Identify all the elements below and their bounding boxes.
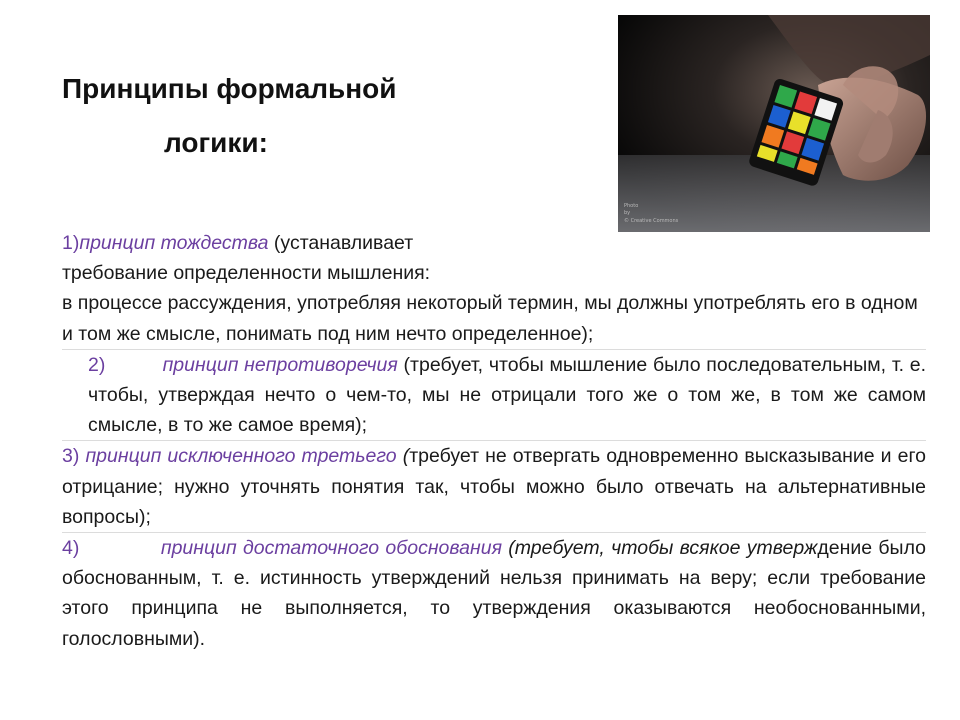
principle-1-paren: (: [273, 232, 281, 254]
watermark-line-1: Photo: [624, 203, 639, 209]
watermark-line-3: © Creative Commons: [624, 218, 679, 224]
rubiks-cube-illustration: [618, 15, 930, 232]
principle-1-rest: устанавливает: [280, 232, 414, 254]
principle-1-line-2: требование определенности мышления:: [62, 262, 431, 285]
title-line-2: логики:: [164, 127, 268, 158]
principle-2: [62, 350, 926, 441]
principle-3-rest: требует не отвергать одновременно высказывание и его отрицание; нужно уточнять понятия так, чтобы можно было отвечать на альтернативные вопросы);: [62, 445, 927, 528]
watermark-line-2: by: [624, 210, 631, 216]
principle-1-number: 1): [62, 232, 80, 254]
principle-3: [62, 441, 926, 532]
principle-4: [62, 533, 926, 654]
principle-4-rest: дение было обоснованным, т. е. истинность утверждений нельзя принимать на веру; если требование этого принципа не выполняется, то утверждения оказываются необоснованными, голословными).: [62, 537, 927, 650]
principle-1-term: принцип тождества: [79, 232, 269, 254]
title-line-1: Принципы формальной: [62, 73, 397, 104]
principle-3-term: принцип исключенного третьего: [85, 445, 397, 468]
principles-text: [62, 228, 926, 654]
principle-4-term: принцип достаточного обоснования: [160, 537, 502, 560]
principle-3-paren: (: [402, 445, 410, 468]
principle-2-number: 2): [88, 353, 106, 376]
principle-1-line-3: в процессе рассуждения, употребляя некоторый термин, мы должны употреблять его в одном и том же смысле, понимать под ним нечто определенное);: [62, 292, 918, 345]
principle-3-number: 3): [62, 445, 80, 468]
rubiks-cube-photo: [618, 15, 930, 232]
principle-2-rest: (требует, чтобы мышление было последовательным, т. е. чтобы, утверждая нечто о чем-то, мы не отрицали того же о том же, в том же самом смысле, в то же самое время);: [88, 353, 926, 437]
principle-1: [62, 228, 926, 349]
principle-4-italic-rest: (требует, чтобы всякое утверж: [508, 537, 818, 560]
principle-4-number: 4): [62, 537, 80, 560]
slide-title: [62, 62, 602, 170]
principle-2-term: принцип непротиворечия: [162, 353, 398, 376]
